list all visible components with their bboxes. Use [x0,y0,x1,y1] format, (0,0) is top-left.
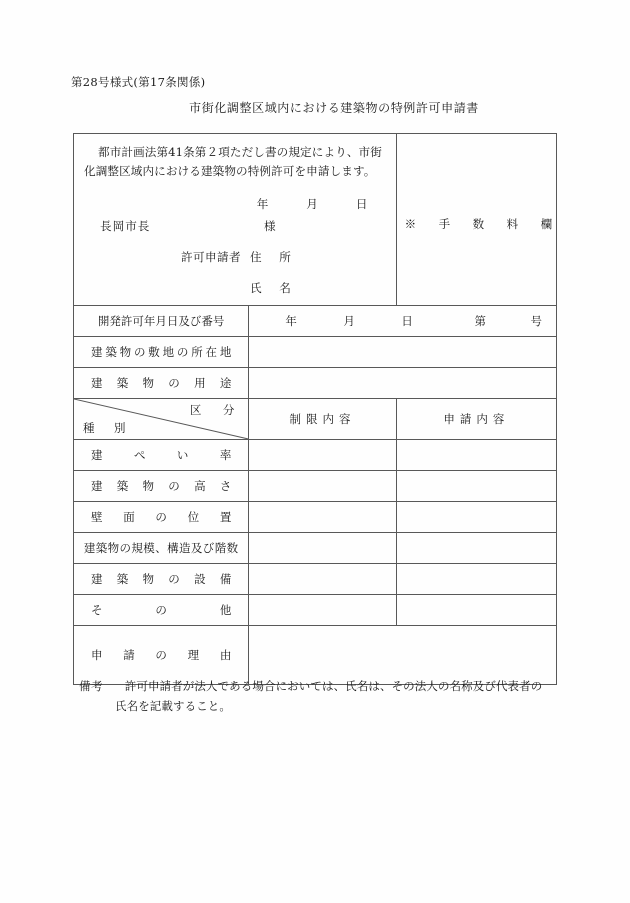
date-month-label: 月 [306,196,319,211]
matrix-restriction-cell[interactable] [249,594,396,625]
matrix-row-label-text: 建築物の規模、構造及び階数 [83,540,239,555]
date-line [84,196,386,212]
matrix-application-cell[interactable] [396,532,556,563]
footer-note [79,676,549,716]
application-column-header-text: 申請内容 [443,411,510,426]
statement-text: 都市計画法第41条第２項ただし書の規定により、市街化調整区域内における建築物の特例許可を申請します。 [84,145,382,178]
matrix-row-label [74,563,249,594]
site-location-value[interactable] [249,336,557,367]
table-row [74,439,557,470]
building-use-value[interactable] [249,367,557,398]
reason-label-text: 申 請 の 理 由 [91,647,232,662]
matrix-row-label-text: 建 築 物 の 高 さ [91,478,232,493]
permit-month-label: 月 [343,313,355,328]
matrix-row-label-text: そ の 他 [91,602,232,617]
site-location-label-text: 建 築 物 の 敷 地 の 所 在 地 [91,344,232,359]
matrix-application-cell[interactable] [396,501,556,532]
note-label: 備考 [79,679,103,693]
table-row [74,501,557,532]
site-location-label [74,336,249,367]
matrix-row-label [74,470,249,501]
permit-number-suffix: 号 [530,313,542,328]
table-row [74,470,557,501]
permit-day-label: 日 [401,313,413,328]
matrix-restriction-cell[interactable] [249,439,396,470]
site-location-row [74,336,557,367]
permit-date-line [249,313,556,329]
applicant-name-row [84,280,386,299]
application-column-header [396,398,556,439]
type-label: 種 別 [83,420,130,435]
matrix-application-cell[interactable] [396,470,556,501]
permit-year-label: 年 [285,313,297,328]
note-line-2: 氏名を記載すること。 [115,699,231,714]
addressee-honorific: 様 [264,218,276,233]
permit-row-value[interactable] [249,305,557,336]
category-label: 区 分 [189,402,240,417]
permit-row-label [74,305,249,336]
statement-row [74,134,557,306]
matrix-application-cell[interactable] [396,439,556,470]
restriction-column-header-text: 制限内容 [289,411,356,426]
fee-column-title: ※ 手 数 料 欄 [404,216,558,231]
matrix-row-label [74,532,249,563]
date-day-label: 日 [355,196,368,211]
building-use-row [74,367,557,398]
applicant-address-row [84,249,386,268]
form-number: 第28号様式(第17条関係) [71,75,206,89]
matrix-restriction-cell[interactable] [249,532,396,563]
date-year-label: 年 [256,196,269,211]
matrix-row-label-text: 建 築 物 の 設 備 [91,571,232,586]
permit-number-prefix: 第 [474,313,486,328]
page-title: 市街化調整区域内における建築物の特例許可申請書 [189,101,479,115]
building-use-label [74,367,249,398]
matrix-application-cell[interactable] [396,594,556,625]
restriction-column-header [249,398,396,439]
table-row [74,594,557,625]
note-line-1: 許可申請者が法人である場合においては、氏名は、その法人の名称及び代表者の [124,679,543,693]
statement-cell [74,134,397,306]
matrix-restriction-cell[interactable] [249,563,396,594]
matrix-row-label-text: 壁 面 の 位 置 [91,509,232,524]
table-row [74,563,557,594]
matrix-row-label [74,594,249,625]
applicant-label: 許可申請者 [181,249,241,264]
application-form-table [73,133,557,685]
matrix-row-label-text: 建 ぺ い 率 [91,447,232,462]
permit-row-label-text: 開発許可年月日及び番号 [97,313,225,328]
matrix-application-cell[interactable] [396,563,556,594]
addressee-label: 長岡市長 [100,218,151,233]
applicant-address-label: 住 所 [250,249,294,264]
category-type-diagonal-cell [74,398,249,439]
applicant-name-label: 氏 名 [250,280,294,295]
matrix-restriction-cell[interactable] [249,470,396,501]
permit-number-row [74,305,557,336]
matrix-header-row [74,398,557,439]
matrix-restriction-cell[interactable] [249,501,396,532]
building-use-label-text: 建 築 物 の 用 途 [91,375,232,390]
fee-column-cell[interactable] [396,134,556,306]
table-row [74,532,557,563]
matrix-row-label [74,501,249,532]
matrix-row-label [74,439,249,470]
addressee-row [84,218,386,235]
